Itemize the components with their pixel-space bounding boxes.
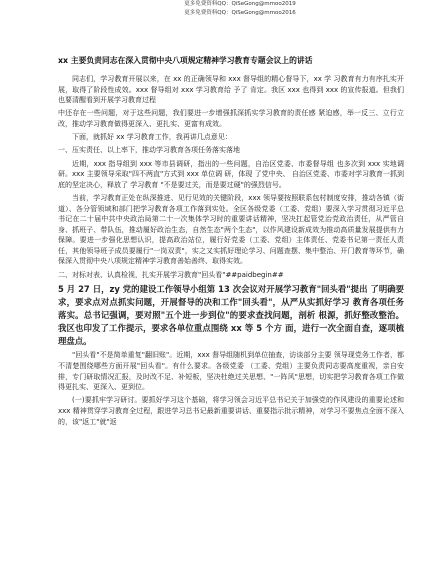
header-line-2: 更多免费资料QQ：QiSeGong@mmoo2016 <box>184 10 296 16</box>
header-line-1: 更多免费资料QQ：QiSeGong@mmoo2019 <box>184 1 296 7</box>
section-heading-2: 二、对标对表、认真检视，扎实开展学习教育"回头看"##paidbegin## <box>58 270 284 279</box>
paragraph-section2-2: "回头看"不是简单重复"翻旧账"。近期，xxx 督导组随机到单位抽查，访谈部分主要 领导现党务工作者，都不清楚围绕哪些方面开展"回头看"。有什么要求。各级党委 （工委、党组）主要负责同志要高度重视，亲自安排，专门研取情况汇报，及时改不足、补短板，坚决杜绝过关思想、"一阵风"思想，切实把学习教育各项工作做得更扎实、更深入、更到位。 <box>58 351 404 392</box>
document-body <box>58 74 404 430</box>
document-title: xx 主要负责同志在深入贯彻中央八项规定精神学习教育专题会议上的讲话 <box>58 56 313 65</box>
paragraph-section1-1: 近期，xxx 指导组到 xxx 等市县调研，指出的一些问题，自治区党委、市委督导组 也多次到 xxx 实地调研。xxx 主要领导采取"四不两直"方式到 xxx 单位调 研，体现 了党中央、 自治区党委、市委对学习教育一抓到底的坚定决心，释放了 学习教育 "不是要过关，而是要过硬"的强烈信号。 <box>58 159 404 189</box>
paragraph-section1-2: 当前，学习教育正处在纵深推进、见行见效的关键阶段，xxx 领导要按照联系包村制度安排，推动各镇（街道）、各分管领域和部门把学习教育各项工作落到实处。全区各级党委（工委、党组）要深入学习贯彻习近平总书记在二十届中共中央政治局第二十一次集体学习时的重要讲话精神，坚决扛起管党治党政治责任，从严管自身、抓班子、带队伍，推动履好政治生态，自然生态"两个生态"，以作风建设新成效为推动高质量发展提供有力保障。要进一步强化思想认识，提高政治站位，履行好党委（工委、党组）主体责任、党委书记第一责任人责任，其他领导班子成员要履行"一岗双责"，实之又实抓好理论学习、问题查摆、集中整治、开门教育等环节，确保深入贯彻中央八项规定精神学习教育善始善终、取得实效。 <box>58 193 404 266</box>
page-header <box>130 0 350 18</box>
paragraph-section2-3: (一)要抓牢学习研讨。要抓好学习这个基础，将学习领会习近平总书记关于加强党的作风建设的重要论述和 xxx 精神贯穿学习教育全过程，跟进学习总书记最新重要讲话、重要指示批示精神，对学习不要焦点全面不深入的，该"返工"就"返 <box>58 396 404 426</box>
paragraph-intro-3: 下面，就抓好 xx 学习教育工作，我再讲几点意见： <box>72 133 232 142</box>
paragraph-intro-1: 同志们，学习教育开展以来，在 xx 的正确领导和 xxx 督导组的精心督导下，xx 学 习教育有力有序扎实开展，取得了阶段性成效。xxx 督导组对 xxx 学习教育给 予了 肯定。我区 xxx 也得到 xxx 的宣传报道。但我们也要清醒看到开展学习教育过程 <box>58 75 404 105</box>
paragraph-section2-1: 5 月 27 日，zy 党的建设工作领导小组第 13 次会议对开展学习教育"回头看"提出 了明确要求，要求点对点抓实问题，开展督导的决和工作"回头看"，从严从实抓好学习 教育各项任务落实。总书记强调，要对照"五个进一步到位"的要求查找问题，剖析 根源，抓好整改整治。我区也印发了工作提示，要求各单位重点围绕 xx 等 5 个方 面，进行一次全面自查，逐项梳理盘点。 <box>58 283 404 346</box>
section-heading-1: 一、压实责任、以上率下，推动学习教育各项任务落实落地 <box>58 146 240 155</box>
paragraph-intro-2: 中还存在一些问题，对于这些问题，我们要进一步增强抓深抓实学习教育的责任感 紧迫感，举一反三、立行立改，推动学习教育做得更深入、更扎实、更富有成效。 <box>58 109 404 128</box>
